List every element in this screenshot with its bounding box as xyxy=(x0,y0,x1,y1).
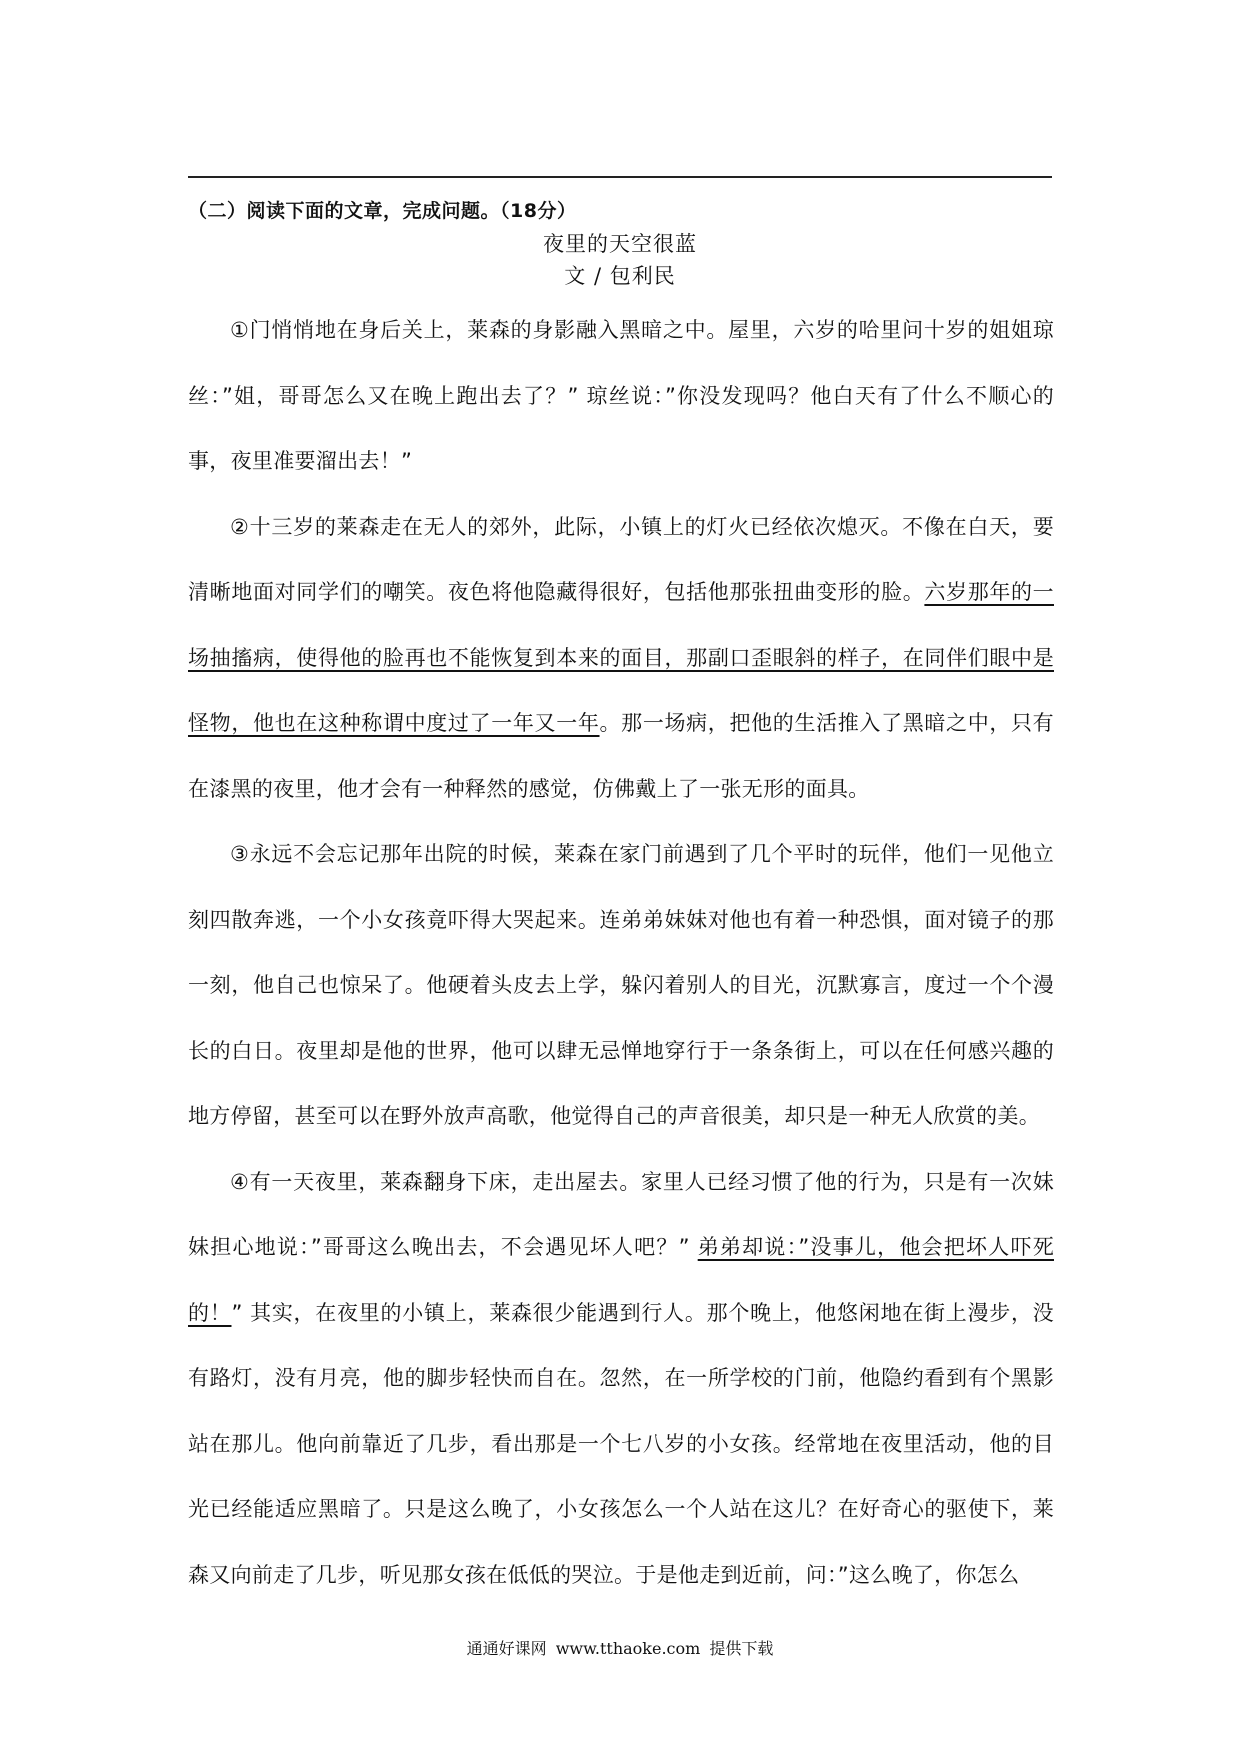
footer-site-url[interactable]: www.tthaoke.com xyxy=(555,1639,701,1658)
paragraph-4-text-a: ④有一天夜里，莱森翻身下床，走出屋去。家里人已经习惯了他的行为，只是有一次妹妹担心地说：”哥哥这么晚出去，不会遇见坏人吧？” xyxy=(188,1169,1054,1259)
paragraph-2-text-c: 。那一场病，把他的生活推入了黑暗之中，只有在漆黑的夜里，他才会有一种释然的感觉，仿佛戴上了一张无形的面具。 xyxy=(188,711,1054,801)
paragraph-3 xyxy=(188,822,1054,1150)
footer-site-name: 通通好课网 xyxy=(466,1639,547,1658)
paragraph-4-text-c: ” 其实，在夜里的小镇上，莱森很少能遇到行人。那个晚上，他悠闲地在街上漫步，没有路灯，没有月亮，他的脚步轻快而自在。忽然，在一所学校的门前，他隐约看到有个黑影站在那儿。他向前靠近了几步，看出那是一个七八岁的小女孩。经常地在夜里活动，他的目光已经能适应黑暗了。只是这么晚了，小女孩怎么一个人站在这儿？在好奇心的驱使下，莱森又向前走了几步，听见那女孩在低低的哭泣。于是他走到近前，问：”这么晚了，你怎么 xyxy=(188,1300,1054,1587)
paragraph-1 xyxy=(188,298,1054,495)
paragraph-1-text: ①门悄悄地在身后关上，莱森的身影融入黑暗之中。屋里，六岁的哈里问十岁的姐姐琼丝：”姐，哥哥怎么又在晚上跑出去了？” 琼丝说：”你没发现吗？他白天有了什么不顺心的事，夜里准要溜出去！” xyxy=(188,318,1054,473)
article-title: 夜里的天空很蓝 xyxy=(543,232,697,256)
paragraph-3-text: ③永远不会忘记那年出院的时候，莱森在家门前遇到了几个平时的玩伴，他们一见他立刻四散奔逃，一个小女孩竟吓得大哭起来。连弟弟妹妹对他也有着一种恐惧，面对镜子的那一刻，他自己也惊呆了。他硬着头皮去上学，躲闪着别人的目光，沉默寡言，度过一个个漫长的白日。夜里却是他的世界，他可以肆无忌惮地穿行于一条条街上，可以在任何感兴趣的地方停留，甚至可以在野外放声高歌，他觉得自己的声音很美，却只是一种无人欣赏的美。 xyxy=(188,842,1054,1128)
paragraph-4 xyxy=(188,1150,1054,1609)
top-divider xyxy=(188,176,1052,178)
page-footer xyxy=(0,1636,1240,1659)
article-body xyxy=(188,298,1054,1608)
article-byline: 文 / 包利民 xyxy=(564,264,676,288)
paragraph-2-text-a: ②十三岁的莱森走在无人的郊外，此际，小镇上的灯火已经依次熄灭。不像在白天，要清晰地面对同学们的嘲笑。夜色将他隐藏得很好，包括他那张扭曲变形的脸。 xyxy=(188,514,1054,604)
section-heading: （二）阅读下面的文章，完成问题。（18分） xyxy=(188,200,577,222)
paragraph-4-underlined-sentence: 弟弟却说：”没事儿，他会把坏人吓死的！ xyxy=(188,1235,1054,1325)
paragraph-2-underlined-sentence: 六岁那年的一场抽搐病，使得他的脸再也不能恢复到本来的面目，那副口歪眼斜的样子，在同伴们眼中是怪物，他也在这种称谓中度过了一年又一年 xyxy=(188,580,1054,735)
footer-note: 提供下载 xyxy=(709,1639,774,1658)
paragraph-2 xyxy=(188,495,1054,823)
